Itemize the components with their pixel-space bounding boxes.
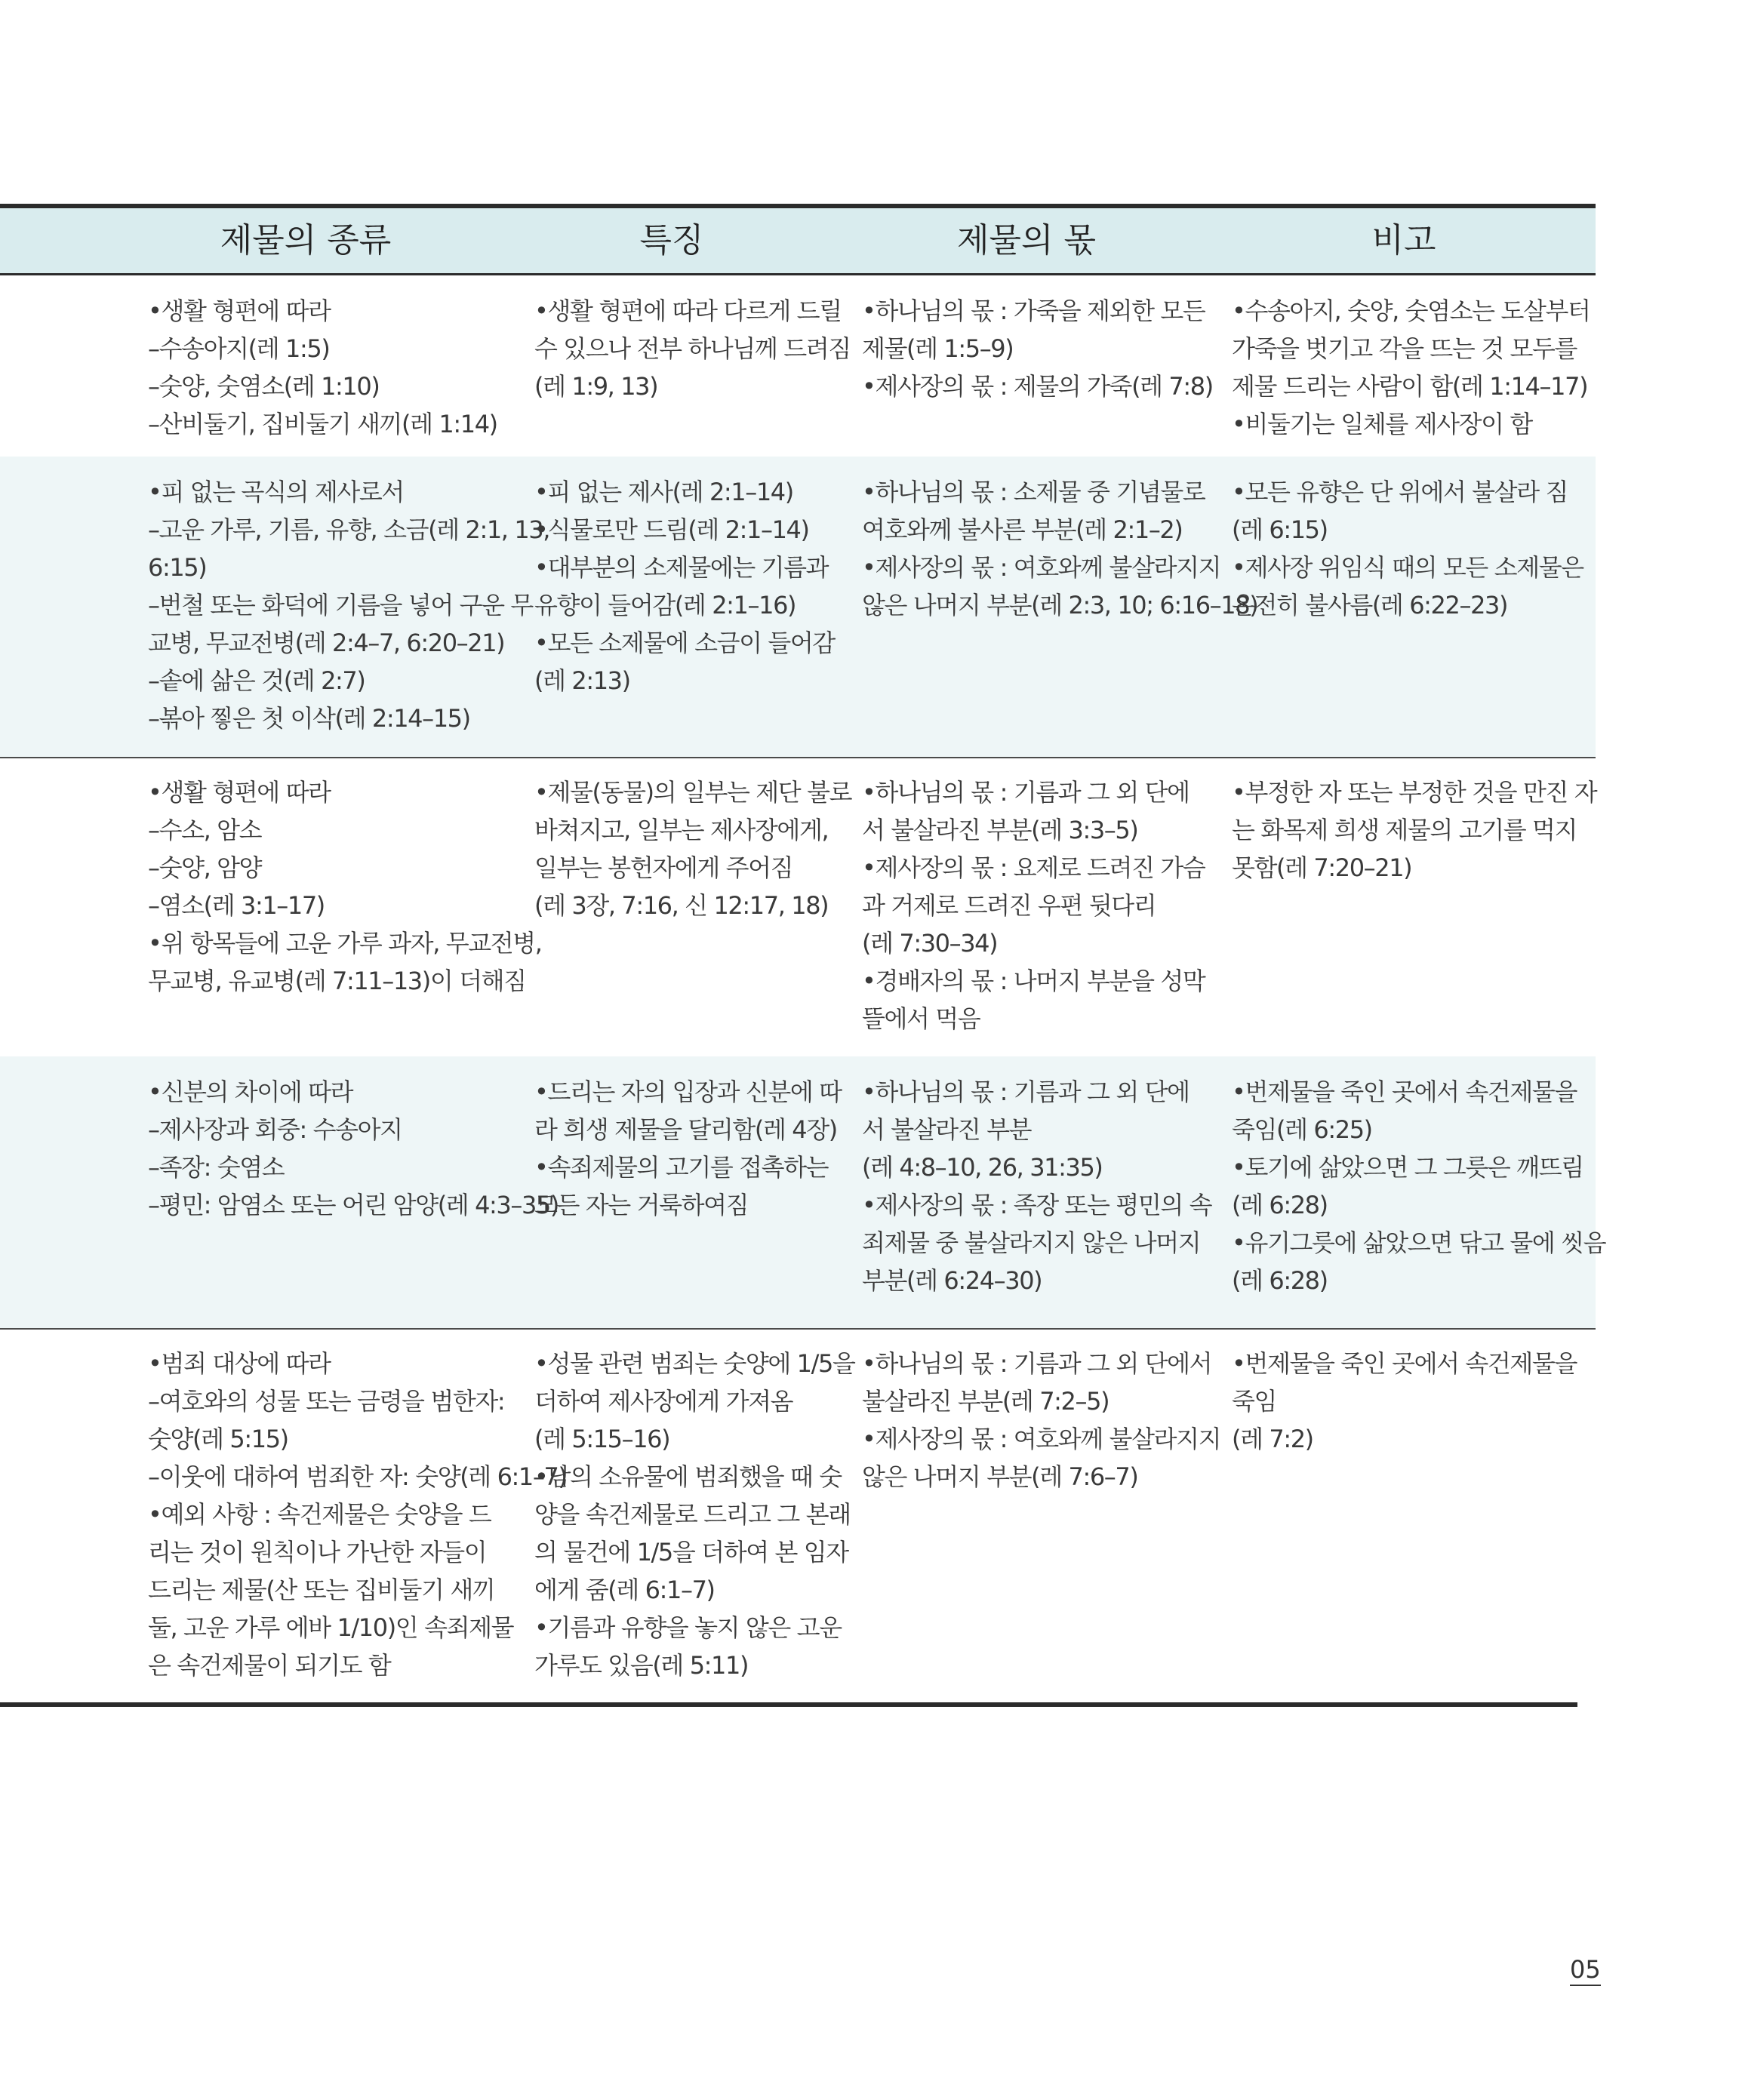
cell-line: •생활 형편에 따라 다르게 드릴 [534,297,842,325]
cell-line: –족장: 숫염소 [148,1153,285,1182]
cell-line: •생활 형편에 따라 [148,778,331,807]
cell-line: •하나님의 몫 : 가죽을 제외한 모든 [862,297,1205,325]
cell-line: 무교병, 유교병(레 7:11–13)이 더해짐 [148,967,526,995]
cell-line: 제물 드리는 사람이 함(레 1:14–17) [1232,372,1588,401]
cell-line: •제사장의 몫 : 여호와께 불살라지지 [862,1425,1221,1453]
cell-line: •식물로만 드림(레 2:1–14) [534,515,809,544]
cell-line: 둘, 고운 가루 에바 1/10)인 속죄제물 [148,1613,514,1642]
cell-line: –산비둘기, 집비둘기 새끼(레 1:14) [148,410,497,438]
cell-line: 드리는 제물(산 또는 집비둘기 새끼 [148,1576,495,1604]
cell-line: •제물(동물)의 일부는 제단 불로 [534,778,852,807]
cell-line: –평민: 암염소 또는 어린 암양(레 4:3–35) [148,1191,559,1219]
table-cell [1232,1345,1587,1458]
cell-line: 않은 나머지 부분(레 2:3, 10; 6:16–18) [862,591,1258,620]
cell-line: 숫양(레 5:15) [148,1425,288,1453]
cell-line: •속죄제물의 고기를 접촉하는 [534,1153,829,1182]
cell-line: (레 7:30–34) [862,929,998,958]
table-row [0,275,1596,457]
cell-line: •부정한 자 또는 부정한 것을 만진 자 [1232,778,1597,807]
table-cell [148,1073,559,1224]
cell-line: •예외 사항 : 속건제물은 숫양을 드 [148,1500,491,1529]
cell-line: •유기그릇에 삶았으면 닦고 물에 씻음 [1232,1228,1606,1257]
cell-line: •제사장의 몫 : 여호와께 불살라지지 [862,553,1221,582]
cell-line: 일부는 봉헌자에게 주어짐 [534,853,793,882]
cell-line: •남의 소유물에 범죄했을 때 숫 [534,1462,842,1491]
header-characteristics: 특징 [639,221,704,260]
cell-line: 가루도 있음(레 5:11) [534,1651,749,1680]
cell-line: •신분의 차이에 따라 [148,1078,353,1106]
cell-line: 더하여 제사장에게 가져옴 [534,1387,793,1416]
table-cell [534,1345,855,1684]
cell-line: 6:15) [148,553,207,582]
cell-line: 서 불살라진 부분(레 3:3–5) [862,816,1138,844]
cell-line: •생활 형편에 따라 [148,297,331,325]
cell-line: •모든 소제물에 소금이 들어감 [534,629,835,657]
cell-line: •피 없는 곡식의 제사로서 [148,478,404,506]
cell-line: •번제물을 죽인 곳에서 속건제물을 [1232,1349,1577,1378]
cell-line: •드리는 자의 입장과 신분에 따 [534,1078,842,1106]
cell-line: 죽임 [1232,1387,1277,1416]
cell-line: •위 항목들에 고운 가루 과자, 무교전병, [148,929,542,958]
cell-line: –여호와의 성물 또는 금령을 범한자: [148,1387,505,1416]
cell-line: •제사장 위임식 때의 모든 소제물은 [1232,553,1583,582]
cell-line: 모든 자는 거룩하여짐 [534,1191,749,1219]
cell-line: •하나님의 몫 : 기름과 그 외 단에서 [862,1349,1212,1378]
cell-line: (레 3장, 7:16, 신 12:17, 18) [534,891,829,920]
cell-line: 과 거제로 드려진 우편 뒷다리 [862,891,1156,920]
table-cell [862,1073,1212,1299]
cell-line: •범죄 대상에 따라 [148,1349,331,1378]
cell-line: 은 속건제물이 되기도 함 [148,1651,391,1680]
table-row [0,757,1596,1056]
cell-line: (레 1:9, 13) [534,372,658,401]
cell-line: 교병, 무교전병(레 2:4–7, 6:20–21) [148,629,505,657]
cell-line: •토기에 삶았으면 그 그릇은 깨뜨림 [1232,1153,1583,1182]
cell-line: 불살라진 부분(레 7:2–5) [862,1387,1109,1416]
cell-line: •제사장의 몫 : 요제로 드려진 가슴 [862,853,1205,882]
cell-line: –볶아 찧은 첫 이삭(레 2:14–15) [148,704,470,733]
table-cell [534,1073,844,1224]
cell-line: –숫양, 숫염소(레 1:10) [148,372,380,401]
cell-line: 제물(레 1:5–9) [862,334,1014,363]
table-row [0,1056,1606,1328]
table-cell [534,773,852,924]
cell-line: •성물 관련 범죄는 숫양에 1/5을 [534,1349,855,1378]
cell-line: •하나님의 몫 : 기름과 그 외 단에 [862,778,1189,807]
cell-line: (레 2:13) [534,666,630,695]
table-row [0,1328,1596,1702]
cell-line: •제사장의 몫 : 제물의 가죽(레 7:8) [862,372,1213,401]
table-cell [1232,473,1587,624]
cell-line: (레 4:8–10, 26, 31:35) [862,1153,1103,1182]
cell-line: 에게 줌(레 6:1–7) [534,1576,715,1604]
cell-line: 바쳐지고, 일부는 제사장에게, [534,816,829,844]
cell-line: –수소, 암소 [148,816,262,844]
cell-line: 부분(레 6:24–30) [862,1266,1042,1295]
cell-line: •번제물을 죽인 곳에서 속건제물을 [1232,1078,1577,1106]
header-notes: 비고 [1371,221,1436,260]
cell-line: –염소(레 3:1–17) [148,891,325,920]
cell-line: 죄제물 중 불살라지지 않은 나머지 [862,1228,1201,1257]
cell-line: 못함(레 7:20–21) [1232,853,1412,882]
cell-line: 양을 속건제물로 드리고 그 본래 [534,1500,851,1529]
table-cell [862,773,1209,1038]
table-bottom-rule [0,1702,1577,1707]
page-number: 05 [1570,1954,1601,1986]
cell-line: •수송아지, 숫양, 숫염소는 도살부터 [1232,297,1590,325]
cell-line: 유향이 들어감(레 2:1–16) [534,591,796,620]
cell-line: –고운 가루, 기름, 유향, 소금(레 2:1, 13, [148,515,550,544]
table-cell [862,292,1213,405]
cell-line: 뜰에서 먹음 [862,1004,980,1033]
table-header [0,208,1596,273]
table-row [0,457,1596,757]
table-cell [1232,292,1590,443]
cell-line: –수송아지(레 1:5) [148,334,330,363]
table-cell [148,292,510,443]
cell-line: –번철 또는 화덕에 기름을 넣어 구운 무 [148,591,533,620]
header-portion: 제물의 몫 [956,221,1096,260]
cell-line: •경배자의 몫 : 나머지 부분을 성막 [862,967,1205,995]
cell-line: 서 불살라진 부분 [862,1115,1032,1144]
cell-line: 리는 것이 원칙이나 가난한 자들이 [148,1538,487,1567]
cell-line: •대부분의 소제물에는 기름과 [534,553,829,582]
cell-line: •하나님의 몫 : 기름과 그 외 단에 [862,1078,1189,1106]
cell-line: •피 없는 제사(레 2:1–14) [534,478,793,506]
table-cell [862,473,1258,624]
cell-line: 않은 나머지 부분(레 7:6–7) [862,1462,1138,1491]
cell-line: 라 희생 제물을 달리함(레 4장) [534,1115,837,1144]
table-cell [148,1345,567,1684]
table-cell [148,773,542,1000]
cell-line: 가죽을 벗기고 각을 뜨는 것 모두를 [1232,334,1577,363]
cell-line: •하나님의 몫 : 소제물 중 기념물로 [862,478,1205,506]
cell-line: (레 6:15) [1232,515,1328,544]
cell-line: 여호와께 불사른 부분(레 2:1–2) [862,515,1183,544]
cell-line: 죽임(레 6:25) [1232,1115,1372,1144]
cell-line: •기름과 유향을 놓지 않은 고운 [534,1613,842,1642]
table-cell [534,473,844,699]
table-cell [534,292,851,405]
cell-line: •비둘기는 일체를 제사장이 함 [1232,410,1532,438]
cell-line: –제사장과 회중: 수송아지 [148,1115,402,1144]
cell-line: (레 6:28) [1232,1266,1328,1295]
cell-line: 는 화목제 희생 제물의 고기를 먹지 [1232,816,1577,844]
table-cell [1232,1073,1606,1299]
table-cell [862,1345,1221,1496]
cell-line: (레 7:2) [1232,1425,1313,1453]
cell-line: –솥에 삶은 것(레 2:7) [148,666,365,695]
cell-line: –이웃에 대하여 범죄한 자: 숫양(레 6:1–7) [148,1462,567,1491]
table-cell [1232,773,1597,887]
cell-line: 의 물건에 1/5을 더하여 본 임자 [534,1538,848,1567]
cell-line: (레 6:28) [1232,1191,1328,1219]
cell-line: 온전히 불사름(레 6:22–23) [1232,591,1508,620]
cell-line: –숫양, 암양 [148,853,262,882]
cell-line: 수 있으나 전부 하나님께 드려짐 [534,334,851,363]
cell-line: •제사장의 몫 : 족장 또는 평민의 속 [862,1191,1212,1219]
table-cell [148,473,550,737]
header-offering-type: 제물의 종류 [220,221,392,260]
cell-line: •모든 유향은 단 위에서 불살라 짐 [1232,478,1568,506]
cell-line: (레 5:15–16) [534,1425,670,1453]
